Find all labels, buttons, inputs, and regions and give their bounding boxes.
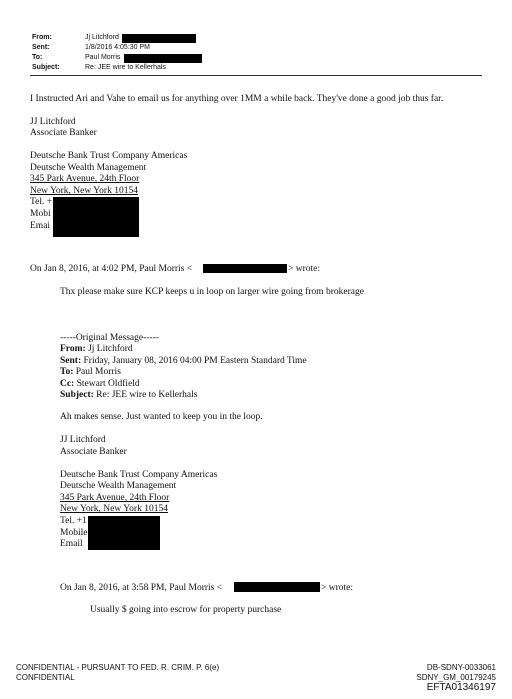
to-value: Paul Morris [85,54,121,61]
sig2-address1-link[interactable]: 345 Park Avenue, 24th Floor [60,493,170,503]
sig2-address2-link[interactable]: New York, New York 10154 [60,504,168,514]
sig1-address1-link[interactable]: 345 Park Avenue, 24th Floor [30,174,140,184]
body-line-2: Ah makes sense. Just wanted to keep you in the loop. [60,412,263,422]
sig2-tel: Tel. +1 [60,516,87,526]
sig1-mobile: Mobi [30,209,51,219]
orig-to-value: Paul Morris [73,367,121,377]
sent-label: Sent: [32,44,50,51]
wrote1-prefix: On Jan 8, 2016, at 4:02 PM, Paul Morris < [30,264,193,274]
sig2-email: Email [60,539,83,549]
footer-efta-id: EFTA01346197 [426,682,496,693]
redaction-box [122,34,196,43]
sig1-company2: Deutsche Wealth Management [30,163,147,173]
sig1-email: Emai [30,221,51,231]
footer-bates-1: DB-SDNY-0033061 [426,663,496,672]
orig-subject-value: Re: JEE wire to Kellerhals [93,390,198,400]
footer-confidential: CONFIDENTIAL [16,673,75,682]
orig-subject-label: Subject: [60,390,94,400]
orig-sent-label: Sent: [60,356,82,366]
footer-confidential-notice: CONFIDENTIAL - PURSUANT TO FED. R. CRIM. P. 6(e) [16,663,220,672]
header-divider [30,75,482,76]
sig1-title: Associate Banker [30,128,97,138]
reply-1: Thx please make sure KCP keeps u in loop on larger wire going from brokerage [60,287,364,297]
orig-cc-value: Stewart Oldfield [74,379,140,389]
sig1-name: JJ Litchford [30,117,76,127]
redaction-box [124,54,202,63]
sent-value: 1/8/2016 4:05:30 PM [85,44,150,51]
redaction-box [234,582,320,592]
orig-from-line [60,343,133,355]
redaction-box [88,516,160,550]
sig2-company1: Deutsche Bank Trust Company Americas [60,470,218,480]
sig2-company2: Deutsche Wealth Management [60,481,177,491]
sig2-title: Associate Banker [60,447,127,457]
redaction-box [53,197,139,237]
orig-sent-value: Friday, January 08, 2016 04:00 PM Eastern Standard Time [81,356,307,366]
wrote2-prefix: On Jan 8, 2016, at 3:58 PM, Paul Morris < [60,583,223,593]
footer-bates-2: SDNY_GM_00179245 [416,673,496,682]
wrote2-suffix: > wrote: [321,583,354,593]
reply-2: Usually $ going into escrow for property purchase [90,605,282,615]
orig-from-label: From: [60,344,86,354]
original-message-header: -----Original Message----- [60,333,159,343]
subject-label: Subject: [32,64,60,71]
subject-value: Re: JEE wire to Kellerhals [85,64,166,71]
orig-to-label: To: [60,367,74,377]
sig2-name: JJ Litchford [60,435,106,445]
sig1-tel: Tel. + [30,197,53,207]
from-value: Jj Litchford [85,34,119,41]
orig-subject-line [60,389,197,401]
orig-cc-label: Cc: [60,379,75,389]
wrote1-suffix: > wrote: [288,264,321,274]
sig2-mobile: Mobile [60,528,88,538]
redaction-box [203,264,287,273]
orig-from-value: Jj Litchford [85,344,133,354]
sig1-company1: Deutsche Bank Trust Company Americas [30,151,188,161]
body-line-1: I Instructed Ari and Vahe to email us for anything over 1MM a while back. They've done a good job thus far. [30,94,444,104]
to-label: To: [32,54,43,61]
from-label: From: [32,34,52,41]
sig1-address2-link[interactable]: New York, New York 10154 [30,186,138,196]
orig-to-line [60,366,121,378]
